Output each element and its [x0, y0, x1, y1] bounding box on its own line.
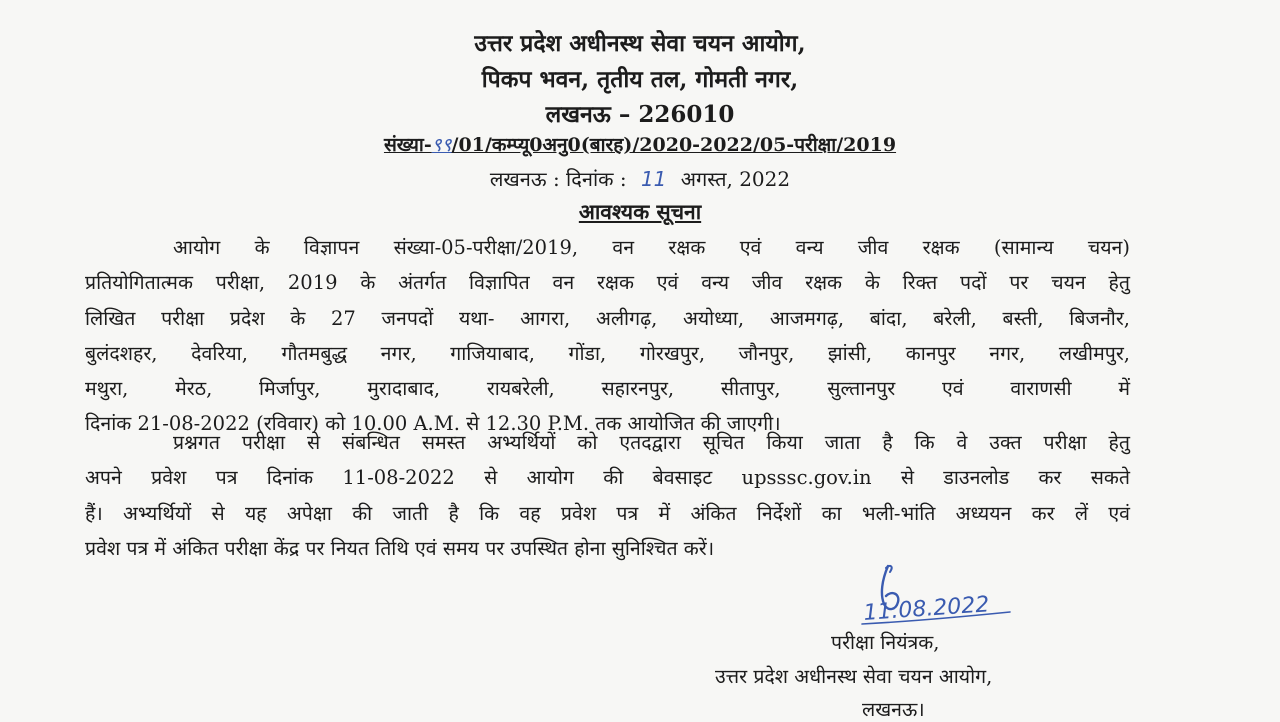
paragraph-1-line: प्रतियोगितात्मक परीक्षा, 2019 के अंतर्गत विज्ञापित वन रक्षक एवं वन्य जीव रक्षक के रिक्त पदों पर चयन हेतु	[85, 271, 1130, 295]
signatory-city: लखनऊ।	[862, 698, 925, 721]
paragraph-2	[85, 425, 1130, 566]
signatory-organization: उत्तर प्रदेश अधीनस्थ सेवा चयन आयोग,	[715, 665, 993, 688]
paragraph-1-line: मथुरा, मेरठ, मिर्जापुर, मुरादाबाद, रायबरेली, सहारनपुर, सीतापुर, सुल्तानपुर एवं वाराणसी में	[85, 377, 1130, 401]
reference-handwritten-number: ९९	[431, 134, 452, 156]
paragraph-2-line: हैं। अभ्यर्थियों से यह अपेक्षा की जाती है कि वह प्रवेश पत्र में अंकित निर्देशों का भली-भांति अध्ययन कर लें एवं	[85, 501, 1130, 525]
org-name: उत्तर प्रदेश अधीनस्थ सेवा चयन आयोग,	[474, 30, 806, 57]
date-rest: अगस्त, 2022	[680, 167, 791, 191]
date-label: लखनऊ : दिनांक :	[489, 167, 627, 191]
paragraph-2-line: अपने प्रवेश पत्र दिनांक 11-08-2022 से आयोग की बेवसाइट upsssc.gov.in से डाउनलोड कर सकते	[85, 466, 1130, 490]
signature	[860, 560, 1020, 630]
paragraph-1-line: लिखित परीक्षा प्रदेश के 27 जनपदों यथा- आगरा, अलीगढ़, अयोध्या, आजमगढ़, बांदा, बरेली, बस्ती, बिजनौर,	[85, 306, 1130, 330]
signature-date: 11.08.2022	[862, 592, 991, 626]
date-line	[0, 165, 1280, 192]
paragraph-1-line: आयोग के विज्ञापन संख्या-05-परीक्षा/2019, वन रक्षक एवं वन्य जीव रक्षक (सामान्य चयन)	[173, 236, 1130, 259]
paragraph-2-line: प्रश्नगत परीक्षा से संबन्धित समस्त अभ्यर्थियों को एतदद्वारा सूचित किया जाता है कि वे उक्त परीक्षा हेतु	[173, 431, 1130, 454]
reference-suffix: /01/कम्प्यू0अनु0(बारह)/2020-2022/05-परीक्षा/2019	[451, 134, 897, 156]
org-city-pin: लखनऊ – 226010	[545, 101, 735, 128]
paragraph-2-line: प्रवेश पत्र में अंकित परीक्षा केंद्र पर नियत तिथि एवं समय पर उपस्थित होना सुनिश्चित करें।	[85, 536, 715, 560]
paragraph-1-line: बुलंदशहर, देवरिया, गौतमबुद्ध नगर, गाजियाबाद, गोंडा, गोरखपुर, जौनपुर, झांसी, कानपुर नगर, लखीमपुर,	[85, 341, 1130, 365]
reference-prefix: संख्या-	[383, 134, 432, 156]
paragraph-1-line: दिनांक 21-08-2022 (रविवार) को 10.00 A.M. से 12.30 P.M. तक आयोजित की जाएगी।	[85, 412, 781, 436]
date-handwritten-day: 11	[640, 167, 667, 191]
org-address: पिकप भवन, तृतीय तल, गोमती नगर,	[481, 66, 799, 93]
reference-number	[0, 131, 1280, 157]
notice-title	[0, 198, 1280, 226]
notice-title-text: आवश्यक सूचना	[578, 199, 702, 224]
paragraph-1	[85, 230, 1130, 442]
signatory-designation: परीक्षा नियंत्रक,	[831, 631, 940, 654]
